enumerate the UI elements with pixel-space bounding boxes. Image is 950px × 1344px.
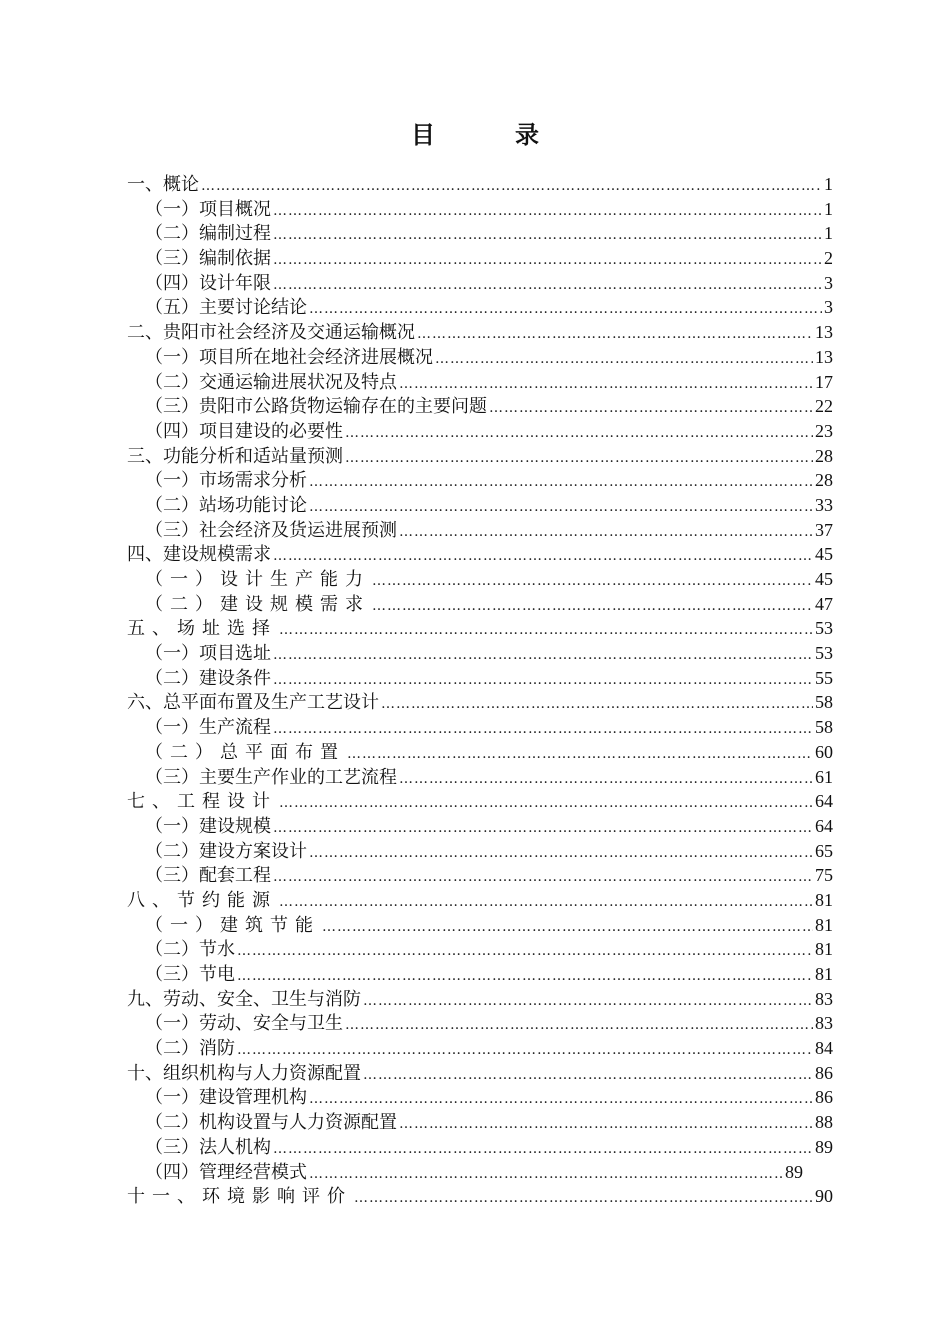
toc-page-number: 61: [815, 766, 833, 787]
toc-dot-leader: [279, 791, 813, 814]
toc-entry-label: （三）配套工程: [145, 865, 271, 887]
toc-entry[interactable]: [127, 1160, 803, 1185]
toc-page-number: 1: [824, 198, 833, 219]
page-title: 目 录: [411, 120, 567, 149]
toc-page-number: 65: [815, 840, 833, 861]
toc-page-number: 13: [815, 322, 833, 343]
toc-page-number: 22: [815, 396, 833, 417]
toc-entry[interactable]: [127, 690, 833, 715]
toc-entry-label: （一）建筑节能: [145, 914, 320, 936]
toc-entry-label: （二）节水: [145, 939, 235, 961]
toc-page-number: 2: [824, 248, 833, 269]
toc-page-number: 86: [815, 1062, 833, 1083]
toc-dot-leader: [273, 668, 813, 691]
toc-page-number: 81: [815, 914, 833, 935]
toc-page-number: 75: [815, 865, 833, 886]
toc-dot-leader: [273, 1137, 813, 1160]
toc-entry[interactable]: [127, 987, 833, 1012]
toc-entry-label: （四）项目建设的必要性: [145, 420, 343, 442]
toc-entry-label: （四）设计年限: [145, 272, 271, 294]
toc-entry-label: （二）交通运输进展状况及特点: [145, 371, 397, 393]
toc-page-number: 1: [824, 174, 833, 194]
toc-entry[interactable]: [127, 370, 833, 395]
toc-entry[interactable]: [127, 616, 833, 641]
toc-entry[interactable]: [127, 789, 833, 814]
toc-entry[interactable]: [127, 246, 833, 271]
toc-dot-leader: [273, 248, 822, 271]
toc-entry[interactable]: [127, 295, 833, 320]
toc-dot-leader: [345, 1013, 813, 1036]
toc-entry-label: （三）节电: [145, 964, 235, 985]
toc-dot-leader: [273, 816, 813, 839]
toc-entry-label: （二）建设方案设计: [145, 840, 307, 862]
toc-dot-leader: [309, 297, 822, 320]
toc-entry-label: （二）编制过程: [145, 223, 271, 245]
toc-page-number: 89: [815, 1136, 833, 1157]
toc-page-number: 17: [815, 371, 833, 392]
toc-dot-leader: [237, 964, 813, 987]
toc-page-number: 13: [815, 346, 833, 367]
toc-entry[interactable]: [127, 197, 833, 222]
toc-page-number: 89: [785, 1161, 803, 1182]
toc-entry-label: （一）市场需求分析: [145, 470, 307, 492]
toc-page-number: 47: [815, 593, 833, 614]
toc-entry[interactable]: [127, 1061, 833, 1086]
toc-dot-leader: [399, 372, 813, 395]
toc-dot-leader: [399, 767, 813, 790]
toc-page-number: 53: [815, 643, 833, 664]
toc-entry-label: （一）项目概况: [145, 198, 271, 220]
toc-page-number: 58: [815, 692, 833, 713]
toc-entry[interactable]: [127, 1011, 833, 1036]
toc-dot-leader: [309, 841, 813, 864]
toc-page-number: 28: [815, 445, 833, 466]
toc-dot-leader: [309, 1162, 783, 1185]
toc-dot-leader: [273, 717, 813, 740]
toc-page-number: 81: [815, 889, 833, 910]
toc-entry-label: （五）主要讨论结论: [145, 297, 307, 319]
toc-dot-leader: [273, 865, 813, 888]
toc-page-number: 53: [815, 618, 833, 639]
toc-dot-leader: [354, 1186, 813, 1209]
toc-entry[interactable]: [127, 1135, 833, 1160]
toc-dot-leader: [363, 1063, 813, 1086]
toc-entry-label: 九、劳动、安全、卫生与消防: [127, 988, 361, 1010]
toc-entry[interactable]: [127, 444, 833, 469]
toc-entry-label: （一）项目所在地社会经济进展概况: [145, 346, 433, 368]
toc-entry[interactable]: [127, 394, 833, 419]
toc-entry-label: （二）建设规模需求: [145, 593, 370, 615]
toc-dot-leader: [273, 544, 813, 567]
toc-entry[interactable]: [127, 518, 833, 543]
table-of-contents: [127, 172, 833, 1209]
toc-dot-leader: [201, 174, 822, 197]
toc-entry-label: （二）消防: [145, 1038, 235, 1060]
toc-dot-leader: [489, 396, 813, 419]
toc-entry[interactable]: [127, 937, 833, 962]
toc-page-number: 3: [824, 297, 833, 318]
toc-dot-leader: [237, 939, 813, 962]
toc-page-number: 55: [815, 667, 833, 688]
toc-page-number: 28: [815, 470, 833, 491]
toc-page-number: 60: [815, 741, 833, 762]
toc-dot-leader: [273, 199, 822, 222]
toc-entry[interactable]: [127, 913, 833, 938]
toc-dot-leader: [381, 692, 813, 715]
toc-entry[interactable]: [127, 666, 833, 691]
toc-entry-label: （一）项目选址: [145, 643, 271, 665]
toc-entry[interactable]: [127, 419, 833, 444]
toc-page-number: 1: [824, 223, 833, 244]
toc-entry-label: 五、场址选择: [127, 618, 277, 640]
toc-dot-leader: [237, 1038, 813, 1061]
toc-page-number: 58: [815, 717, 833, 738]
toc-entry[interactable]: [127, 863, 833, 888]
toc-page-number: 64: [815, 791, 833, 812]
toc-entry-label: （四）管理经营模式: [145, 1161, 307, 1183]
toc-entry[interactable]: [127, 1036, 833, 1061]
toc-entry[interactable]: [127, 271, 833, 296]
toc-dot-leader: [273, 643, 813, 666]
toc-entry-label: （三）贵阳市公路货物运输存在的主要问题: [145, 396, 487, 418]
toc-entry-label: （二）建设条件: [145, 667, 271, 689]
toc-entry-label: （一）设计生产能力: [145, 569, 370, 590]
toc-dot-leader: [435, 347, 813, 370]
toc-entry[interactable]: [127, 567, 833, 592]
toc-dot-leader: [322, 915, 813, 938]
toc-entry-label: 八、节约能源: [127, 889, 277, 911]
toc-dot-leader: [363, 989, 813, 1012]
toc-page-number: 3: [824, 272, 833, 293]
toc-page-number: 86: [815, 1087, 833, 1108]
toc-entry-label: （三）法人机构: [145, 1136, 271, 1158]
toc-page-number: 81: [815, 939, 833, 960]
toc-entry-label: 四、建设规模需求: [127, 544, 271, 566]
toc-entry[interactable]: [127, 320, 833, 345]
toc-page-number: 37: [815, 519, 833, 540]
toc-entry[interactable]: [127, 1184, 833, 1209]
toc-dot-leader: [399, 1112, 813, 1135]
toc-entry-label: （三）编制依据: [145, 248, 271, 270]
toc-dot-leader: [309, 1087, 813, 1110]
toc-entry-label: （二）机构设置与人力资源配置: [145, 1112, 397, 1134]
toc-page-number: 88: [815, 1112, 833, 1133]
toc-dot-leader: [279, 890, 813, 913]
toc-entry[interactable]: [127, 542, 833, 567]
toc-dot-leader: [399, 520, 813, 543]
toc-entry[interactable]: [127, 493, 833, 518]
toc-entry-label: （一）建设管理机构: [145, 1087, 307, 1109]
toc-entry[interactable]: [127, 715, 833, 740]
toc-entry-label: 二、贵阳市社会经济及交通运输概况: [127, 322, 415, 344]
toc-page-number: 64: [815, 815, 833, 836]
toc-dot-leader: [273, 273, 822, 296]
toc-entry-label: 十、组织机构与人力资源配置: [127, 1062, 361, 1084]
toc-entry[interactable]: [127, 345, 833, 370]
toc-entry-label: 三、功能分析和适站量预测: [127, 445, 343, 467]
toc-dot-leader: [345, 421, 813, 444]
toc-page-number: 83: [815, 1013, 833, 1034]
toc-page-number: 23: [815, 420, 833, 441]
toc-dot-leader: [347, 742, 813, 765]
toc-page-number: 33: [815, 494, 833, 515]
toc-dot-leader: [309, 495, 813, 518]
toc-entry[interactable]: [127, 765, 833, 790]
toc-entry-label: （三）社会经济及货运进展预测: [145, 519, 397, 541]
toc-dot-leader: [345, 446, 813, 469]
toc-entry[interactable]: [127, 641, 833, 666]
toc-dot-leader: [417, 322, 813, 345]
toc-entry[interactable]: [127, 814, 833, 839]
toc-entry-label: （一）劳动、安全与卫生: [145, 1013, 343, 1035]
toc-entry-label: （二）总平面布置: [145, 741, 345, 763]
toc-page-number: 81: [815, 964, 833, 984]
toc-entry-label: 七、工程设计: [127, 791, 277, 813]
toc-entry[interactable]: [127, 839, 833, 864]
toc-entry[interactable]: [127, 172, 833, 197]
toc-dot-leader: [273, 223, 822, 246]
toc-page-number: 90: [815, 1186, 833, 1207]
toc-entry-label: （一）建设规模: [145, 815, 271, 837]
toc-entry-label: 一、概论: [127, 174, 199, 195]
toc-dot-leader: [279, 618, 813, 641]
toc-entry[interactable]: [127, 740, 833, 765]
toc-entry-label: （一）生产流程: [145, 717, 271, 739]
toc-entry[interactable]: [127, 1110, 833, 1135]
toc-page-number: 45: [815, 569, 833, 589]
toc-dot-leader: [309, 470, 813, 493]
toc-entry[interactable]: [127, 468, 833, 493]
toc-entry-label: （三）主要生产作业的工艺流程: [145, 766, 397, 788]
toc-page-number: 83: [815, 988, 833, 1009]
toc-entry[interactable]: [127, 1085, 833, 1110]
toc-page-number: 84: [815, 1038, 833, 1059]
toc-page-number: 45: [815, 544, 833, 565]
toc-dot-leader: [372, 569, 813, 592]
toc-entry-label: 六、总平面布置及生产工艺设计: [127, 692, 379, 714]
toc-entry[interactable]: [127, 962, 833, 987]
toc-entry[interactable]: [127, 221, 833, 246]
toc-entry[interactable]: [127, 888, 833, 913]
toc-dot-leader: [372, 594, 813, 617]
toc-entry[interactable]: [127, 592, 833, 617]
toc-entry-label: （二）站场功能讨论: [145, 494, 307, 516]
toc-entry-label: 十一、环境影响评价: [127, 1186, 352, 1208]
